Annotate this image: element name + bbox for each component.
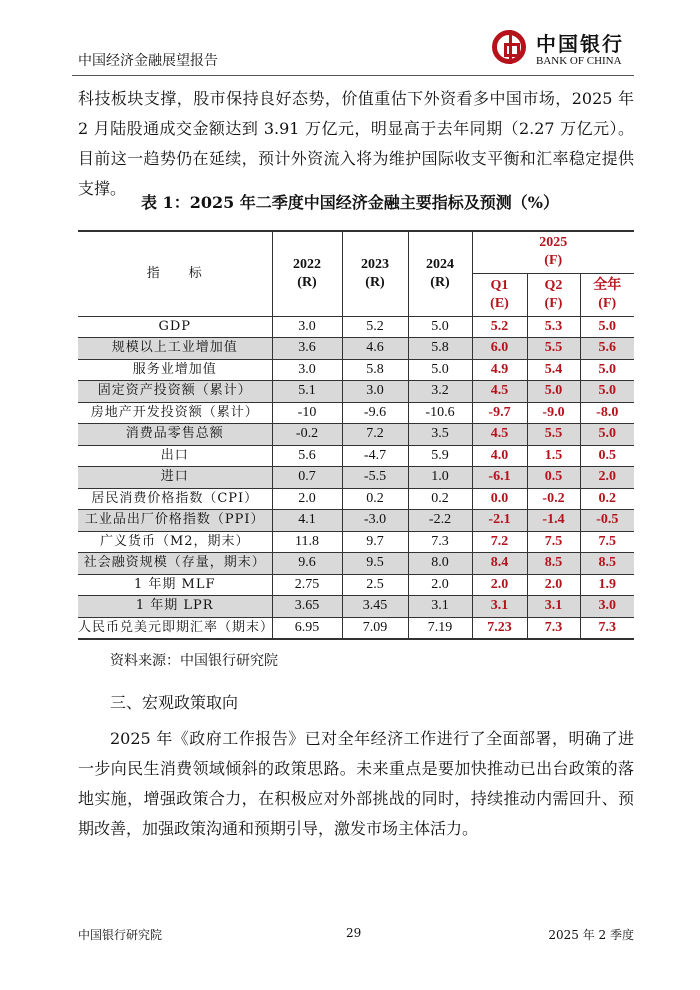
- row-value: 2.5: [342, 574, 408, 596]
- table-row: [78, 488, 634, 510]
- header-indicator: 指 标: [78, 231, 272, 316]
- row-value: -5.5: [342, 467, 408, 489]
- row-value: -1.4: [527, 510, 580, 532]
- row-value: 5.5: [527, 424, 580, 446]
- row-value: 8.0: [408, 553, 472, 575]
- row-label: 规模以上工业增加值: [78, 338, 272, 360]
- row-value: 2.75: [272, 574, 342, 596]
- row-value: 4.1: [272, 510, 342, 532]
- row-label: 人民币兑美元即期汇率（期末）: [78, 617, 272, 639]
- table-row: [78, 574, 634, 596]
- row-value: 3.0: [580, 596, 634, 618]
- row-value: 6.95: [272, 617, 342, 639]
- row-value: 5.9: [408, 445, 472, 467]
- row-value: -8.0: [580, 402, 634, 424]
- row-value: 6.0: [472, 338, 527, 360]
- row-label: 消费品零售总额: [78, 424, 272, 446]
- table-row: [78, 553, 634, 575]
- row-label: GDP: [78, 316, 272, 338]
- row-value: 3.1: [472, 596, 527, 618]
- row-value: 3.0: [272, 359, 342, 381]
- row-value: 5.6: [580, 338, 634, 360]
- table-row: [78, 359, 634, 381]
- row-value: 3.0: [342, 381, 408, 403]
- row-value: 5.0: [580, 316, 634, 338]
- row-value: 5.8: [342, 359, 408, 381]
- row-label: 进口: [78, 467, 272, 489]
- row-value: 4.9: [472, 359, 527, 381]
- footer-left: 中国银行研究院: [78, 928, 163, 942]
- row-value: 5.0: [527, 381, 580, 403]
- row-value: 4.5: [472, 381, 527, 403]
- row-value: 1.0: [408, 467, 472, 489]
- row-value: 2.0: [408, 574, 472, 596]
- row-value: 0.2: [408, 488, 472, 510]
- row-value: -9.7: [472, 402, 527, 424]
- row-value: 0.2: [580, 488, 634, 510]
- table-row: [78, 316, 634, 338]
- row-value: -6.1: [472, 467, 527, 489]
- row-value: 4.6: [342, 338, 408, 360]
- row-value: 1.5: [527, 445, 580, 467]
- header-full-year: 全年 (F): [580, 273, 634, 316]
- table-row: [78, 510, 634, 532]
- row-label: 1 年期 MLF: [78, 574, 272, 596]
- row-label: 广义货币（M2，期末）: [78, 531, 272, 553]
- row-value: 0.7: [272, 467, 342, 489]
- row-value: -10: [272, 402, 342, 424]
- row-value: 5.5: [527, 338, 580, 360]
- table-row: [78, 338, 634, 360]
- row-value: 2.0: [527, 574, 580, 596]
- section-heading: 三、宏观政策取向: [110, 693, 239, 712]
- header-divider: [72, 75, 634, 76]
- row-value: 5.0: [408, 316, 472, 338]
- row-value: -0.5: [580, 510, 634, 532]
- row-value: 3.0: [272, 316, 342, 338]
- header-year: 2022 (R): [272, 231, 342, 316]
- row-value: 5.8: [408, 338, 472, 360]
- row-value: 7.3: [527, 617, 580, 639]
- row-value: 3.65: [272, 596, 342, 618]
- header-q1: Q1 (E): [472, 273, 527, 316]
- row-value: 3.1: [527, 596, 580, 618]
- row-value: 5.1: [272, 381, 342, 403]
- row-value: 5.0: [408, 359, 472, 381]
- row-value: 5.0: [580, 424, 634, 446]
- row-value: 5.4: [527, 359, 580, 381]
- row-value: 7.5: [527, 531, 580, 553]
- row-value: -4.7: [342, 445, 408, 467]
- table-row: [78, 596, 634, 618]
- row-value: 5.3: [527, 316, 580, 338]
- row-value: 3.6: [272, 338, 342, 360]
- row-value: 5.2: [342, 316, 408, 338]
- row-label: 工业品出厂价格指数（PPI）: [78, 510, 272, 532]
- row-value: 2.0: [580, 467, 634, 489]
- table-title: 表 1：2025 年二季度中国经济金融主要指标及预测（%）: [140, 193, 559, 212]
- table-row: [78, 617, 634, 639]
- table-row: [78, 531, 634, 553]
- bank-of-china-logo: [492, 28, 632, 72]
- row-value: 0.5: [527, 467, 580, 489]
- row-label: 出口: [78, 445, 272, 467]
- row-label: 房地产开发投资额（累计）: [78, 402, 272, 424]
- row-value: 5.2: [472, 316, 527, 338]
- table-row: [78, 402, 634, 424]
- row-label: 社会融资规模（存量，期末）: [78, 553, 272, 575]
- row-value: 8.4: [472, 553, 527, 575]
- intro-paragraph: 科技板块支撑，股市保持良好态势，价值重估下外资看多中国市场，2025 年 2 月陆股通成交金额达到 3.91 万亿元，明显高于去年同期（2.27 万亿元）。目前这一趋势仍在延续，预计外资流入将为维护国际收支平衡和汇率稳定提供支撑。: [78, 89, 634, 198]
- row-value: 11.8: [272, 531, 342, 553]
- row-value: 0.0: [472, 488, 527, 510]
- row-value: 9.6: [272, 553, 342, 575]
- section-paragraph: 2025 年《政府工作报告》已对全年经济工作进行了全面部署，明确了进一步向民生消费领域倾斜的政策思路。未来重点是要加快推动已出台政策的落地实施，增强政策合力，在积极应对外部挑战的同时，持续推动内需回升、预期改善，加强政策沟通和预期引导，激发市场主体活力。: [78, 729, 634, 838]
- row-value: -9.6: [342, 402, 408, 424]
- row-value: 7.3: [408, 531, 472, 553]
- logo-en: BANK OF CHINA: [536, 55, 622, 67]
- row-value: 7.19: [408, 617, 472, 639]
- row-value: -9.0: [527, 402, 580, 424]
- header-forecast-year: 2025 (F): [472, 231, 634, 273]
- row-value: 4.0: [472, 445, 527, 467]
- row-value: 9.5: [342, 553, 408, 575]
- row-value: 7.2: [472, 531, 527, 553]
- row-value: 5.0: [580, 381, 634, 403]
- report-title: 中国经济金融展望报告: [78, 53, 218, 69]
- row-value: -0.2: [272, 424, 342, 446]
- row-value: -0.2: [527, 488, 580, 510]
- header-q2: Q2 (F): [527, 273, 580, 316]
- row-value: 3.2: [408, 381, 472, 403]
- table-row: [78, 445, 634, 467]
- row-value: 7.23: [472, 617, 527, 639]
- row-value: 7.09: [342, 617, 408, 639]
- table-row: [78, 424, 634, 446]
- header-year: 2023 (R): [342, 231, 408, 316]
- row-value: 8.5: [580, 553, 634, 575]
- page-number: 29: [346, 926, 362, 940]
- row-value: 7.2: [342, 424, 408, 446]
- row-label: 1 年期 LPR: [78, 596, 272, 618]
- header-year: 2024 (R): [408, 231, 472, 316]
- row-value: 3.1: [408, 596, 472, 618]
- row-value: 3.45: [342, 596, 408, 618]
- row-value: -3.0: [342, 510, 408, 532]
- table-row: [78, 381, 634, 403]
- row-label: 服务业增加值: [78, 359, 272, 381]
- row-value: 2.0: [272, 488, 342, 510]
- row-value: 7.3: [580, 617, 634, 639]
- row-value: 7.5: [580, 531, 634, 553]
- row-value: 5.0: [580, 359, 634, 381]
- row-value: 1.9: [580, 574, 634, 596]
- row-label: 固定资产投资额（累计）: [78, 381, 272, 403]
- row-value: 2.0: [472, 574, 527, 596]
- row-label: 居民消费价格指数（CPI）: [78, 488, 272, 510]
- row-value: -2.2: [408, 510, 472, 532]
- row-value: 3.5: [408, 424, 472, 446]
- indicators-table: [78, 230, 634, 640]
- logo-cn: 中国银行: [536, 32, 624, 56]
- footer-right: 2025 年 2 季度: [548, 928, 634, 942]
- row-value: 5.6: [272, 445, 342, 467]
- row-value: 9.7: [342, 531, 408, 553]
- row-value: -2.1: [472, 510, 527, 532]
- row-value: -10.6: [408, 402, 472, 424]
- row-value: 0.2: [342, 488, 408, 510]
- row-value: 8.5: [527, 553, 580, 575]
- table-source: 资料来源：中国银行研究院: [110, 653, 278, 669]
- boc-emblem-icon: [492, 30, 526, 64]
- table-row: [78, 467, 634, 489]
- row-value: 4.5: [472, 424, 527, 446]
- row-value: 0.5: [580, 445, 634, 467]
